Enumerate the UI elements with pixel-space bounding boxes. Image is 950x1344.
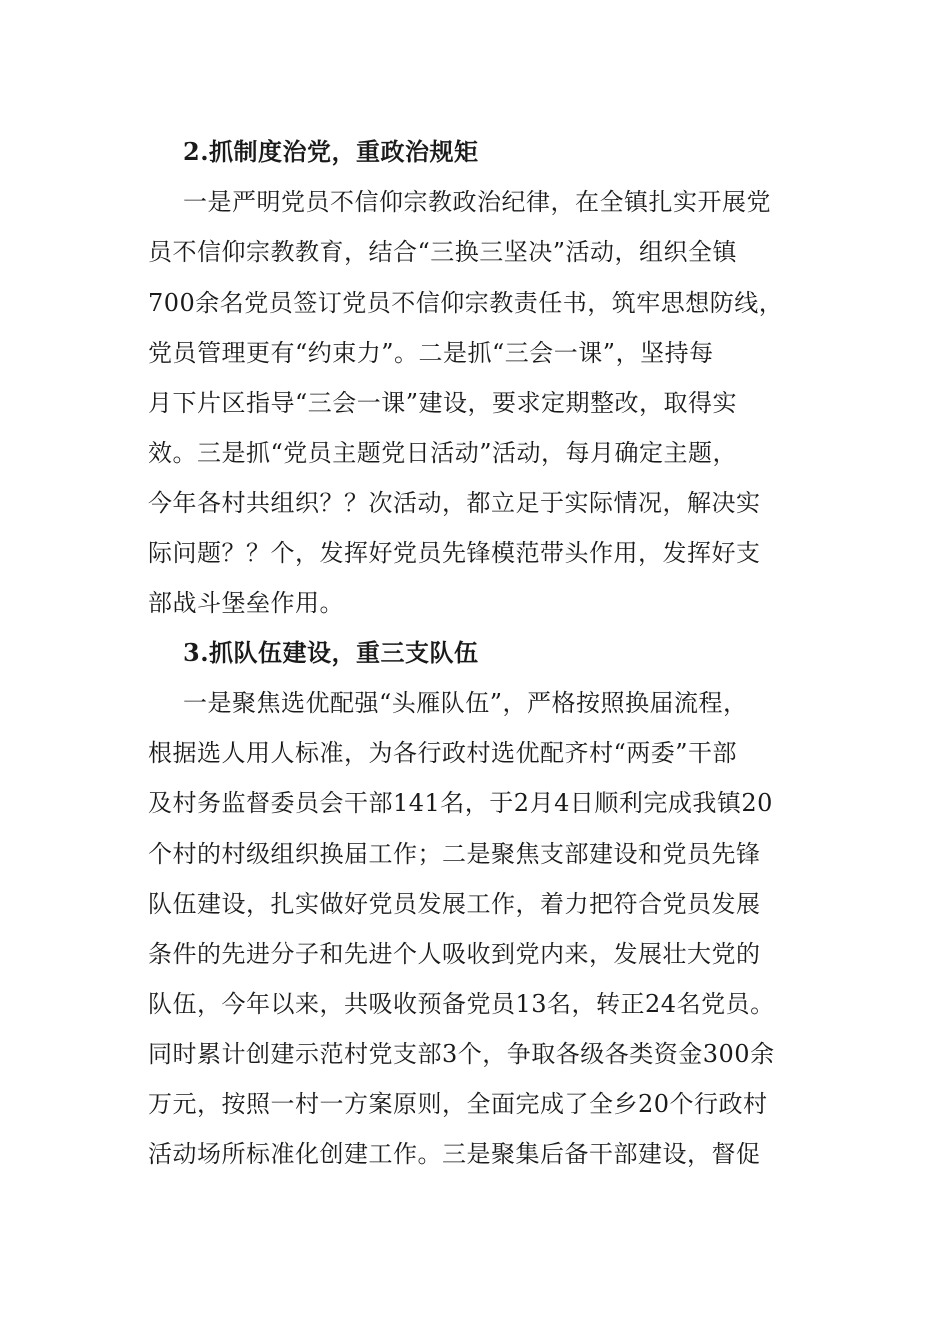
paragraph-line: 队伍建设，扎实做好党员发展工作，着力把符合党员发展 xyxy=(148,890,761,918)
paragraph-line: 条件的先进分子和先进个人吸收到党内来，发展壮大党的 xyxy=(148,940,761,968)
paragraph-line: 员不信仰宗教教育，结合“三换三坚决”活动，组织全镇 xyxy=(148,238,738,266)
paragraph-line: 党员管理更有“约束力”。二是抓“三会一课”，坚持每 xyxy=(148,339,714,367)
paragraph-line: 际问题？？个，发挥好党员先锋模范带头作用，发挥好支 xyxy=(148,539,761,567)
paragraph-line: 月下片区指导“三会一课”建设，要求定期整改，取得实 xyxy=(148,389,738,417)
paragraph-line: 根据选人用人标准，为各行政村选优配齐村“两委”干部 xyxy=(148,739,738,767)
paragraph-line: 及村务监督委员会干部141名，于2月4日顺利完成我镇20 xyxy=(148,789,773,817)
paragraph-line: 700余名党员签订党员不信仰宗教责任书，筑牢思想防线， xyxy=(148,289,784,317)
paragraph-line: 效。三是抓“党员主题党日活动”活动，每月确定主题， xyxy=(148,439,738,467)
paragraph-line: 一是聚焦选优配强“头雁队伍”，严格按照换届流程， xyxy=(183,689,748,717)
paragraph-line: 部战斗堡垒作用。 xyxy=(148,589,344,617)
paragraph-line: 今年各村共组织？？次活动，都立足于实际情况，解决实 xyxy=(148,489,761,517)
paragraph-line: 队伍，今年以来，共吸收预备党员13名，转正24名党员。 xyxy=(148,990,775,1018)
paragraph-line: 个村的村级组织换届工作；二是聚焦支部建设和党员先锋 xyxy=(148,840,761,868)
paragraph-line: 万元，按照一村一方案原则，全面完成了全乡20个行政村 xyxy=(148,1090,768,1118)
paragraph-line: 活动场所标准化创建工作。三是聚集后备干部建设，督促 xyxy=(148,1140,761,1168)
section-heading-2: 2.抓制度治党，重政治规矩 xyxy=(183,137,479,166)
paragraph-line: 同时累计创建示范村党支部3个，争取各级各类资金300余 xyxy=(148,1040,775,1068)
paragraph-line: 一是严明党员不信仰宗教政治纪律，在全镇扎实开展党 xyxy=(183,188,771,216)
section-heading-3: 3.抓队伍建设，重三支队伍 xyxy=(183,638,479,667)
